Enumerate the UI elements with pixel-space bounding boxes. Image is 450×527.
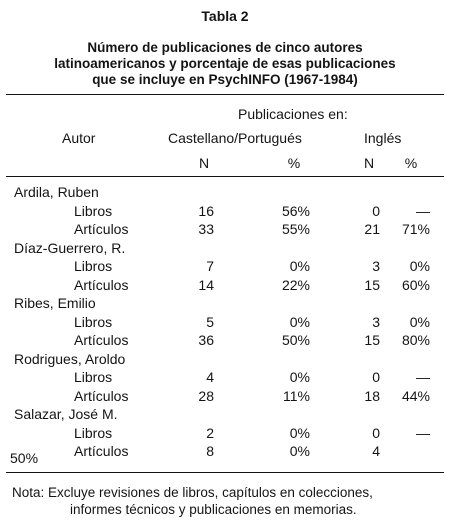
n-ingles-cell: 3 <box>372 258 380 274</box>
pct-ingles-cell: 60% <box>401 276 430 293</box>
publication-type-label: Artículos <box>74 276 129 293</box>
n-ingles-cell: 15 <box>364 276 380 293</box>
publication-type-label: Artículos <box>74 332 129 348</box>
pct-castellano-cell: 55% <box>281 221 310 237</box>
n-castellano-cell: 7 <box>206 258 214 274</box>
note-line-1: Nota: Excluye revisiones de libros, capítulos en colecciones, <box>12 485 373 500</box>
pct-castellano-cell: 0% <box>289 313 310 330</box>
author-name: Rodrigues, Aroldo <box>14 350 126 367</box>
pct-header-lang2: % <box>404 155 418 171</box>
pct-ingles-cell: 80% <box>401 332 430 348</box>
n-header-lang2: N <box>363 155 375 171</box>
n-ingles-cell: 0 <box>372 424 380 441</box>
pct-ingles-cell: — <box>416 369 430 385</box>
table-caption-line-3: que se incluye en PsychINFO (1967-1984) <box>92 72 358 87</box>
pct-castellano-cell: 0% <box>289 443 310 459</box>
publications-group-header: Publicaciones en: <box>238 106 348 122</box>
n-castellano-cell: 28 <box>198 387 214 404</box>
pct-castellano-cell: 50% <box>281 332 310 348</box>
pct-ingles-cell: 44% <box>401 387 430 404</box>
pct-ingles-cell: 0% <box>409 258 430 274</box>
n-ingles-cell: 21 <box>364 221 380 237</box>
publication-type-label: Artículos <box>74 387 129 404</box>
pct-castellano-cell: 0% <box>289 369 310 385</box>
n-castellano-cell: 36 <box>198 332 214 348</box>
n-castellano-cell: 5 <box>206 313 214 330</box>
pct-ingles-cell: 0% <box>409 313 430 330</box>
n-ingles-cell: 15 <box>364 332 380 348</box>
pct-ingles-cell: — <box>416 424 430 441</box>
pct-castellano-cell: 22% <box>281 276 310 293</box>
pct-ingles-cell: 71% <box>401 221 430 237</box>
publication-type-label: Artículos <box>74 443 129 459</box>
n-ingles-cell: 3 <box>372 313 380 330</box>
author-name: Díaz-Guerrero, R. <box>14 239 126 256</box>
n-ingles-cell: 18 <box>364 387 380 404</box>
n-ingles-cell: 0 <box>372 202 380 219</box>
author-name: Salazar, José M. <box>14 406 118 422</box>
publication-type-label: Libros <box>74 369 113 385</box>
publication-type-label: Libros <box>74 202 113 219</box>
castellano-portugues-header: Castellano/Portugués <box>168 130 302 146</box>
pct-header-lang1: % <box>287 155 301 171</box>
n-castellano-cell: 16 <box>198 202 214 219</box>
n-castellano-cell: 4 <box>206 369 214 385</box>
n-castellano-cell: 2 <box>206 424 214 441</box>
header-rule <box>6 176 444 177</box>
n-ingles-cell: 4 <box>372 443 380 459</box>
pct-castellano-cell: 0% <box>289 258 310 274</box>
n-castellano-cell: 8 <box>206 443 214 459</box>
pct-castellano-cell: 11% <box>283 387 310 404</box>
publication-type-label: Libros <box>74 258 113 274</box>
n-header-lang1: N <box>198 155 210 171</box>
publication-type-label: Libros <box>74 313 113 330</box>
pct-ingles-cell: — <box>416 202 430 219</box>
ingles-header: Inglés <box>364 130 402 146</box>
overflow-value: 50% <box>10 450 39 466</box>
pct-castellano-cell: 56% <box>281 202 310 219</box>
n-ingles-cell: 0 <box>372 369 380 385</box>
publication-type-label: Libros <box>74 424 113 441</box>
publication-type-label: Artículos <box>74 221 129 237</box>
bottom-rule <box>6 472 444 473</box>
table-title: Tabla 2 <box>201 8 249 24</box>
note-line-2: informes técnicos y publicaciones en memorias. <box>70 502 357 517</box>
top-rule <box>6 94 444 95</box>
n-castellano-cell: 14 <box>198 276 214 293</box>
table-caption-line-1: Número de publicaciones de cinco autores <box>87 40 363 55</box>
author-name: Ribes, Emilio <box>14 295 96 311</box>
table-caption-line-2: latinoamericanos y porcentaje de esas publicaciones <box>54 56 396 71</box>
pct-castellano-cell: 0% <box>289 424 310 441</box>
author-name: Ardila, Ruben <box>14 184 99 200</box>
n-castellano-cell: 33 <box>198 221 214 237</box>
author-column-header: Autor <box>62 130 96 146</box>
